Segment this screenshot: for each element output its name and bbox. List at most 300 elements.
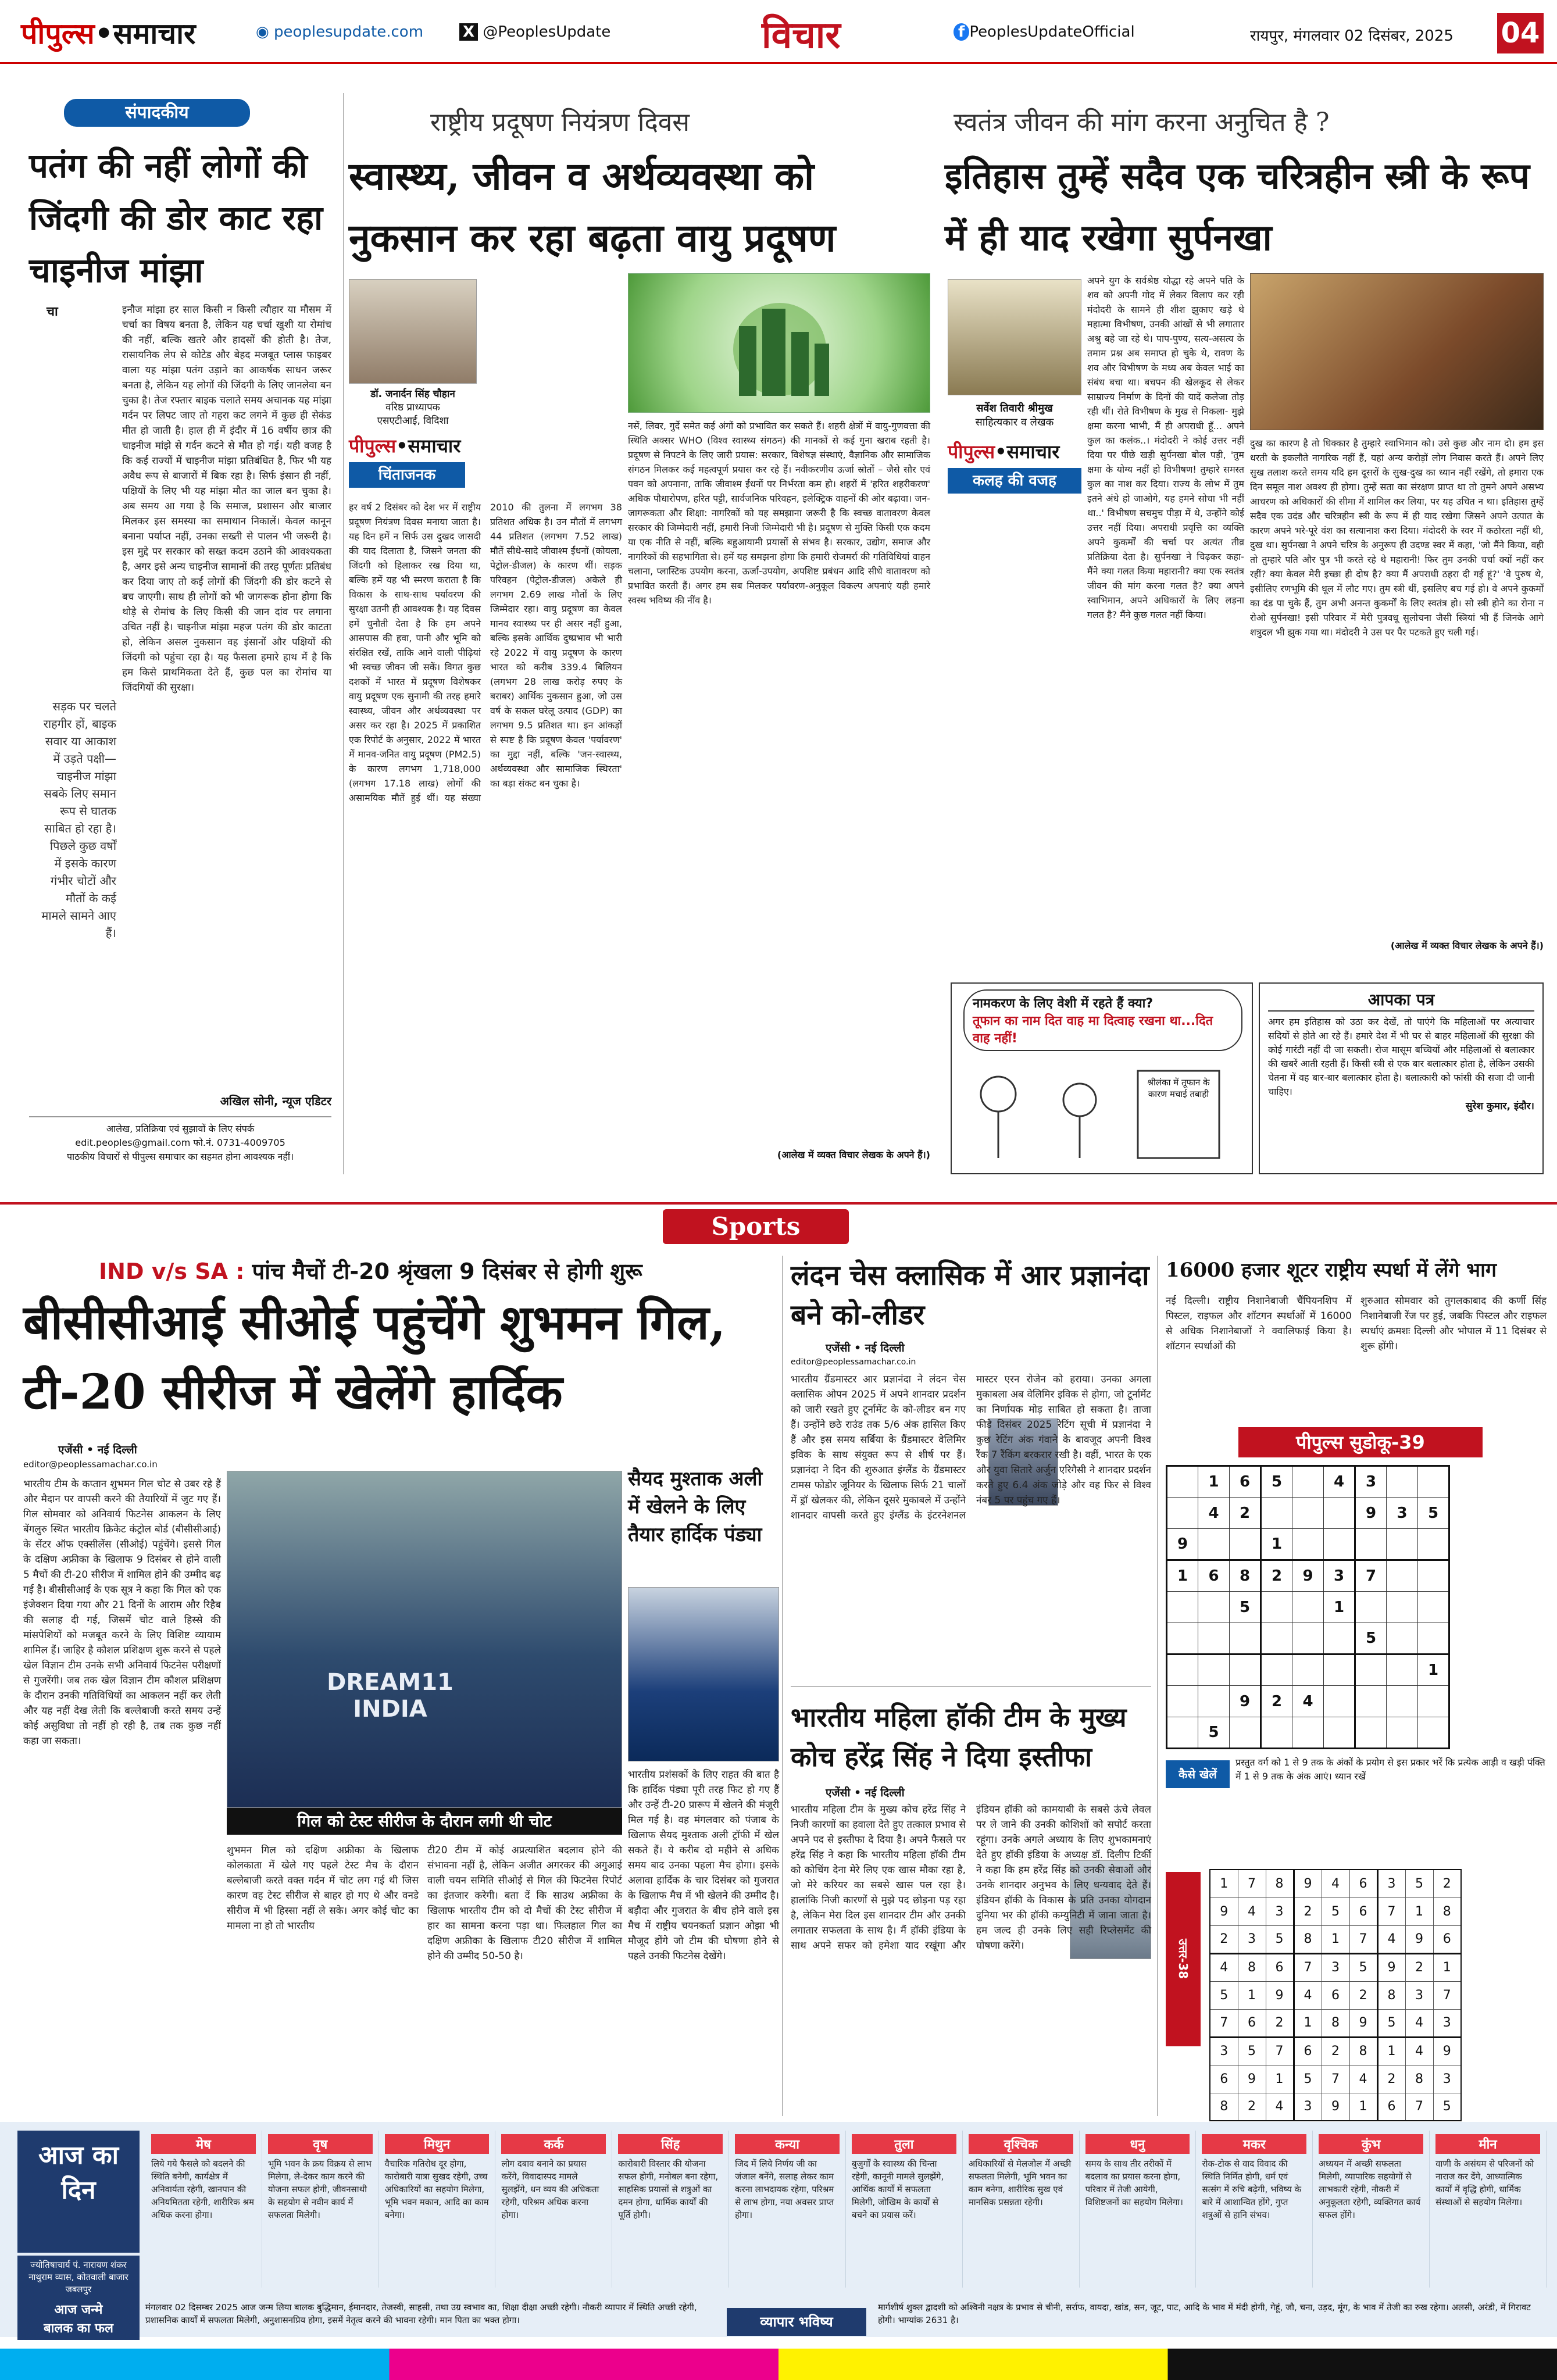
sudoku-row (1167, 1498, 1449, 1529)
rashi-name: मीन (1435, 2134, 1540, 2154)
sudoku-cell[interactable] (1261, 1592, 1292, 1623)
print-color-bar (0, 2349, 1557, 2380)
sudoku-cell[interactable]: 5 (1418, 1498, 1449, 1529)
sudoku-cell[interactable]: 4 (1198, 1498, 1230, 1529)
rashi-text: भूमि भवन के क्रय विक्रय से लाभ मिलेगा, ले-देकर काम करने की योजना सफल होगी, जीवनसाथी के सहयोग से नवीन कार्य में सफलता मिलेगी। (267, 2159, 372, 2220)
solution-cell: 5 (1266, 1925, 1294, 1953)
sudoku-cell[interactable] (1167, 1654, 1198, 1686)
solution-cell: 7 (1377, 1897, 1405, 1925)
cartoon-panel (951, 982, 1253, 1174)
solution-cell: 6 (1349, 1870, 1377, 1897)
sudoku-cell[interactable] (1261, 1654, 1292, 1686)
shooting-body1: नई दिल्ली। राष्ट्रीय निशानेबाजी चैंपियनशिप में पिस्टल, राइफल और शॉटगन स्पर्धाओं में 16000 से अधिक निशानेबाजों ने क्वालिफाई किया है। शॉटगन स्पर्धाओं की (1166, 1295, 1352, 1352)
solution-cell: 6 (1377, 2093, 1405, 2121)
sudoku-cell[interactable] (1355, 1529, 1387, 1560)
solution-cell: 1 (1294, 2009, 1322, 2037)
sudoku-cell[interactable] (1418, 1529, 1449, 1560)
pollution-body-col1: हर वर्ष 2 दिसंबर को देश भर में राष्ट्रीय प्रदूषण नियंत्रण दिवस मनाया जाता है। यह दिन हमें न सिर्फ उस दुखद जासदी की याद दिलाता है, जिसने जनता की जिंदगी को हिलाकर रख दिया था, बल्कि हमें यह भी स्मरण कराता है कि विकास के साथ-साथ पर्यावरण की सुरक्षा उतनी ही आवश्यक है। यह दिवस हमें चुनौती देता है कि हम अपने आसपास की हवा, पानी और भूमि को संरक्षित रखें, ताकि आने वाली पीढ़ियां भी स्वच्छ जीवन जी सकें। विगत कुछ दशकों में भारत में प्रदूषण विशेषकर वायु प्रदूषण एक सुनामी की तरह हमारे स्वास्थ्य, जीवन और अर्थव्यवस्था पर असर कर रहा है। 2025 में प्रकाशित एक रिपोर्ट के अनुसार, 2022 में भारत में मानव-जनित वायु प्रदूषण (PM2.5) के कारण लगभग 1,718,000 (लगभग 17.18 लाख) लोगों की असामयिक मौतें हुई थीं। यह संख्या 2010 की तुलना में लगभग 38 प्रतिशत अधिक है। उन मौतों में लगभग 44 प्रतिशत (लगभग 7.52 लाख) मौतें सीधे-सादे जीवाश्म ईंधनों (कोयला, पेट्रोल-डीजल) के कारण थीं। सड़क परिवहन (पेट्रोल-डीजल) अकेले ही लगभग 2.69 लाख मौतों के लिए जिम्मेदार रहा। वायु प्रदूषण का केवल मानव स्वास्थ्य पर ही असर नहीं हुआ, बल्कि इसके आर्थिक दुष्प्रभाव भी भारी रहे 2022 में वायु प्रदूषण के कारण भारत को करीब 339.4 बिलियन (लगभग 28 लाख करोड़ रुपए के बराबर) आर्थिक नुकसान हुआ, जो उस वर्ष के सकल घरेलू उत्पाद (GDP) का लगभग 9.5 प्रतिशत था। इन आंकड़ों से स्पष्ट है कि प्रदूषण केवल 'पर्यावरण' का मुद्दा नहीं, बल्कि 'जन-स्वास्थ्य, अर्थव्यवस्था और सामाजिक स्थिरता' का बड़ा संकट बन चुका है। (349, 502, 622, 803)
sudoku-title-a: पीपुल्स (1296, 1431, 1344, 1453)
sudoku-cell[interactable] (1230, 1717, 1261, 1749)
editorial-footer (29, 1116, 331, 1164)
surpanakha-badge: कलह की वजह (948, 468, 1081, 494)
market-label: व्यापार भविष्य (727, 2308, 866, 2336)
sudoku-cell[interactable] (1292, 1529, 1324, 1560)
rashi-card (495, 2131, 612, 2288)
solution-row (1210, 1897, 1461, 1925)
rashi-card (1080, 2131, 1197, 2288)
hockey-rule (791, 1686, 1151, 1687)
sudoku-cell[interactable] (1261, 1623, 1292, 1654)
solution-cell: 1 (1377, 2037, 1405, 2065)
rashi-text: अधिकारियों से मेलजोल में अच्छी सफलता मिलेगी, भूमि भवन का काम बनेगा, शारीरिक सुख एवं मानसिक प्रसन्नता रहेगी। (968, 2159, 1072, 2207)
sudoku-row (1167, 1560, 1449, 1592)
sudoku-row (1167, 1654, 1449, 1686)
rashi-card (1313, 2131, 1430, 2288)
solution-cell: 8 (1433, 1897, 1461, 1925)
sports-divider (0, 1202, 1557, 1205)
solution-cell: 1 (1405, 1897, 1433, 1925)
sudoku-cell[interactable]: 6 (1230, 1466, 1261, 1498)
cartoon-bubble-line2: तूफान का नाम दित वाह मा दित्वाह रखना था...दित वाह नहीं! (973, 1014, 1213, 1046)
cartoon-figures (963, 1059, 1242, 1170)
editorial-headline: पतंग की नहीं लोगों की जिंदगी की डोर काट रहा चाइनीज मांझा (29, 146, 323, 290)
solution-cell: 3 (1210, 2037, 1238, 2065)
editorial-author: अखिल सोनी, न्यूज एडिटर (220, 1094, 331, 1108)
cartoon-sign-text: श्रीलंका में तूफान के कारण मचाई तबाही (1147, 1077, 1210, 1099)
solution-row (1210, 1870, 1461, 1897)
solution-cell: 8 (1266, 1870, 1294, 1897)
sudoku-cell[interactable]: 3 (1324, 1560, 1355, 1592)
sudoku-cell[interactable] (1387, 1686, 1418, 1717)
sudoku-cell[interactable] (1292, 1623, 1324, 1654)
solution-cell: 2 (1238, 2093, 1266, 2121)
sudoku-title-b: सुडोकू-39 (1349, 1431, 1425, 1453)
surpanakha-kicker: स्वतंत्र जीवन की मांग करना अनुचित है ? (954, 108, 1330, 137)
logo-dot-icon: • (94, 17, 113, 51)
gill-sub-body2: टी20 टीम में कोई अप्रत्याशित बदलाव होने की संभावना नहीं है, लेकिन अजीत अगरकर की अगुआई वाली चयन समिति सीओई से गिल की फिटनेस रिपोर्ट का इंतजार करेगी। बता दें कि साउथ अफ्रीका के खिलाफ भारतीय टीम को दो मैचों की टेस्ट सीरीज में हार का सामना करना पड़ा था। फिलहाल गिल का दक्षिण अफ्रीका के खिलाफ टी20 सीरीज में शामिल होने की उम्मीद 50-50 है। (427, 1845, 622, 1962)
sudoku-cell[interactable] (1198, 1529, 1230, 1560)
solution-cell: 1 (1433, 1953, 1461, 1981)
gill-sub-body1: शुभमन गिल को दक्षिण अफ्रीका के खिलाफ कोलकाता में खेले गए पहले टेस्ट मैच के दौरान बल्लेबाजी करते वक्त गर्दन में चोट लग गई थी जिस कारण वह टेस्ट सीरीज से बाहर हो गए थे और वनडे सीरीज में भी हिस्सा नहीं ले सके। अगर कोई चोट का मामला ना हो तो भारतीय (227, 1845, 419, 1932)
solution-row (1210, 2037, 1461, 2065)
sudoku-cell[interactable] (1418, 1623, 1449, 1654)
chess-headline: लंदन चेस क्लासिक में आर प्रज्ञानंदा बने को-लीडर (791, 1259, 1149, 1331)
twitter-handle[interactable] (459, 23, 610, 41)
website-link[interactable] (256, 23, 423, 41)
sudoku-cell[interactable] (1387, 1560, 1418, 1592)
sudoku-cell[interactable]: 9 (1292, 1560, 1324, 1592)
horoscope-title-box (17, 2131, 140, 2253)
rashi-text: बुजुर्गों के स्वास्थ्य की चिन्ता रहेगी, कानूनी मामले सुलझेंगे, आर्थिक कार्यों में सफलता मिलेगी, जोखिम के कार्यों से बचने का प्रयास करें। (851, 2159, 944, 2220)
sudoku-cell[interactable] (1324, 1623, 1355, 1654)
sudoku-cell[interactable] (1355, 1717, 1387, 1749)
solution-cell: 4 (1210, 1953, 1238, 1981)
sudoku-solution-label: उत्तर-38 (1166, 1872, 1201, 2046)
column-rule-2 (782, 1256, 783, 2116)
letter-box (1259, 982, 1544, 1174)
solution-cell: 5 (1349, 1953, 1377, 1981)
surpanakha-author: सर्वेश तिवारी श्रीमुख (976, 402, 1053, 414)
solution-row (1210, 2093, 1461, 2121)
cartoon-bubble-line1: नामकरण के लिए वेशी में रहते हैं क्या? (973, 996, 1154, 1011)
editorial-body: इनौज मांझा हर साल किसी न किसी त्यौहार या मौसम में चर्चा का विषय बनता है, लेकिन यह चर्चा खुशी या रोमांच की नहीं, बल्कि खतरे और हादसों की होती है। तेज, रासायनिक लेप से कोटेड और बेहद मजबूत प्लास फाइबर वाला यह मांझा पतंग उड़ाने का आकर्षक साधन जरूर बनता है, लेकिन यह लोगों की जिंदगी के लिए जानलेवा बन चुका है। तेज रफ्तार बाइक चलाते समय अचानक यह मांझा गर्दन पर लिपट जाए तो गहरा कट लगने में कुछ ही सेकंड मीत हो जाती है। हाल ही में इंदौर में 16 वर्षीय छात्र की चाइनीज मांझे से गर्दन कटने से मौत हो गई। यही वजह है कि कई राज्यों में चाइनीज मांझा प्रतिबंधित है, फिर भी यह अवैध रूप से बाजारों में बिक रहा है। सिर्फ इंसान ही नहीं, पक्षियों के लिए भी यह मांझा मौत का जाल बन चुका है। अब समय आ गया है कि समाज, प्रशासन और बाजार मिलकर इस समस्या का समाधान निकालें। केवल कानून बनाना पर्याप्त नहीं, उनका सख्ती से पालन भी जरूरी है। इस मुद्दे पर सरकार को सख्त कदम उठाने की आवश्यकता है, अगर इसे अन्य चाइनीज सामानों की तरह पूर्णतः प्रतिबंध कर दिया जाए तो कई लोगों की जिंदगी की डोर कटने से बच जाएगी। साथ ही लोगों को भी जागरूक होना होगा कि थोड़े से रोमांच के लिए किसी की जान दांव पर लगाना उचित नहीं है। चाइनीज मांझा महज पतंग की डोर काटता हो, लेकिन असल नुकसान वह इंसानों और पक्षियों की जिंदगी को पहुंचा रहा है। यह फैसला हमारे हाथ में है कि हम किसे प्राथमिकता देते हैं, कुछ पल का रोमांच या जिंदगियों की सुरक्षा। (122, 304, 331, 694)
masthead (0, 0, 1557, 64)
facebook-text: PeoplesUpdateOfficial (969, 23, 1135, 41)
solution-cell: 3 (1433, 2065, 1461, 2093)
surpanakha-headline: इतिहास तुम्हें सदैव एक चरित्रहीन स्त्री के रूप में ही याद रखेगा सुर्पनखा (945, 155, 1530, 259)
rashi-text: वैचारिक गतिरोध दूर होगा, कारोबारी यात्रा सुखद रहेगी, उच्च अधिकारियों का सहयोग मिलेगा, भूमि भवन मकान, आदि का काम बनेगा। (384, 2159, 489, 2220)
kicker-tag: IND v/s SA : (99, 1259, 245, 1284)
solution-cell: 1 (1322, 1925, 1349, 1953)
rashi-name: सिंह (618, 2134, 723, 2154)
pollution-body-col2: नसें, लिवर, गुर्दे समेत कई अंगों को प्रभावित कर सकते हैं। शहरी क्षेत्रों में वायु-गुणवत्ता की स्थिति अक्सर WHO (विश्व स्वास्थ्य संगठन) की मानकों से कई गुना खराब रहती है। प्रदूषण से निपटने के लिए जारी प्रयास: सरकार, विशेषज्ञ संस्थाएं, वैज्ञानिक और सामाजिक संगठन मिलकर कई महत्वपूर्ण प्रयास कर रहे हैं। नवीकरणीय ऊर्जा स्रोतों – जैसे सौर एवं पवन को अपनाना, ताकि जीवाश्म ईंधनों पर निर्भरता कम हो। शहरों में 'हरित शहरीकरण' अधिक पौधारोपण, हरित पट्टी, सार्वजनिक परिवहन, इलेक्ट्रिक वाहनों की ओर बढ़ावा। जन-जागरूकता और शिक्षा: नागरिकों को यह समझाना जरूरी है कि स्वच्छ वातावरण केवल सरकार की जिम्मेदारी नहीं, हमारी निजी जिम्मेदारी भी है। प्रदूषण से मुक्ति किसी एक कदम या एक नीति से नहीं, बल्कि बहुआयामी प्रयासों से संभव है। सरकार, उद्योग, समाज और नागरिकों की सहभागिता से। हमें यह समझना होगा कि हमारी रोजमर्रा की गतिविधियां वाहन चलाना, प्लास्टिक उपयोग करना, ऊर्जा-उपयोग, अपशिष्ट प्रबंधन आदि सीधे वातावरण को प्रभावित करती हैं। अगर हम सब मिलकर पर्यावरण-अनुकूल विकल्प अपनाएं यही हमारे स्वस्थ भविष्य की नींव है। (628, 420, 930, 606)
sudoku-cell[interactable]: 4 (1292, 1686, 1324, 1717)
solution-cell: 5 (1322, 1897, 1349, 1925)
surpanakha-author-role: साहित्यकार व लेखक (975, 416, 1054, 428)
sudoku-grid[interactable] (1166, 1465, 1450, 1749)
solution-cell: 3 (1405, 1981, 1433, 2009)
hardik-headline: सैयद मुश्ताक अली में खेलने के लिए तैयार हार्दिक पंड्या (628, 1467, 763, 1546)
sudoku-cell[interactable]: 9 (1230, 1686, 1261, 1717)
rashi-text: कारोबारी विस्तार की योजना सफल होगी, मनोबल बना रहेगा, साहसिक प्रयासों से शत्रुओं का दमन होगा, धार्मिक कार्यों की पूर्ति होगी। (618, 2159, 719, 2220)
solution-row (1210, 2009, 1461, 2037)
sudoku-cell[interactable]: 3 (1355, 1466, 1387, 1498)
chess-byline: एजेंसी • नई दिल्ली (826, 1342, 905, 1355)
sudoku-row (1167, 1592, 1449, 1623)
solution-cell: 8 (1322, 2009, 1349, 2037)
sudoku-cell[interactable]: 5 (1230, 1592, 1261, 1623)
gill-byline: एजेंसी • नई दिल्ली (58, 1443, 137, 1456)
rashi-text: समय के साथ तीर तरीकों में बदलाव का प्रयास करना होगा, परिवार में तेजी आयेगी, विशिष्टजनों का सहयोग मिलेगा। (1085, 2159, 1183, 2207)
pollution-headline: स्वास्थ्य, जीवन व अर्थव्यवस्था को नुकसान कर रहा बढ़ता वायु प्रदूषण (349, 153, 836, 260)
solution-cell: 7 (1322, 2065, 1349, 2093)
kicker-text: पांच मैचों टी-20 श्रृंखला 9 दिसंबर से होगी शुरू (252, 1259, 642, 1284)
sudoku-cell[interactable] (1387, 1466, 1418, 1498)
letter-author: सुरेश कुमार, इंदौर। (1465, 1100, 1534, 1112)
rashi-card (846, 2131, 963, 2288)
gill-kicker (99, 1256, 767, 1286)
sudoku-cell[interactable] (1261, 1717, 1292, 1749)
rashi-name: वृश्चिक (969, 2134, 1073, 2154)
sudoku-cell[interactable] (1418, 1560, 1449, 1592)
sudoku-cell[interactable] (1230, 1529, 1261, 1560)
letter-body: अगर हम इतिहास को उठा कर देखें, तो पाएंगे कि महिलाओं पर अत्याचार सदियों से होते आ रहे हैं। हमारे देश में भी घर से बाहर महिलाओं की सुरक्षा की कोई गारंटी नहीं दी जा सकती। रोज मासूम बच्चियों और महिलाओं से बलात्कार की खबरें आती रहती हैं। किसी स्त्री से एक बार बलात्कार होता है, लेकिन उसकी चेतना में वह बार-बार बलात्कार होता है। बलात्कारी को फांसी की सजा दी जानी चाहिए। (1268, 1016, 1534, 1097)
solution-cell: 5 (1238, 2037, 1266, 2065)
globe-icon: ◉ (256, 23, 274, 41)
pollution-kicker: राष्ट्रीय प्रदूषण नियंत्रण दिवस (430, 108, 690, 137)
sudoku-cell[interactable] (1292, 1654, 1324, 1686)
solution-row (1210, 2065, 1461, 2093)
astrologer-credit: ज्योतिषाचार्य पं. नारायण शंकर नाथुराम व्यास, कोतवाली बाजार जबलपुर (17, 2256, 140, 2299)
green-city-illustration (628, 273, 930, 413)
sudoku-cell[interactable]: 2 (1261, 1686, 1292, 1717)
sudoku-cell[interactable] (1198, 1654, 1230, 1686)
born-label-b: बालक का फल (44, 2321, 113, 2336)
solution-cell: 5 (1377, 2009, 1405, 2037)
hockey-body: भारतीय महिला टीम के मुख्य कोच हरेंद्र सिंह ने निजी कारणों का हवाला देते हुए तत्काल प्रभाव से अपने पद से इस्तीफा दे दिया है। अपने फैसले पर हरेंद्र सिंह ने कहा कि भारतीय महिला हॉकी टीम को कोचिंग देना मेरे लिए एक खास मौका रहा है, जो मेरे करियर का सबसे खास पल रहा है। हालांकि निजी कारणों से मुझे पद छोड़ना पड़ रहा है, लेकिन मेरा दिल इस शानदार टीम और उनकी लगातार सफलता के साथ है। मैं हॉकी इंडिया के साथ अपने सफर को हमेशा याद रखूंगा और इंडियन हॉकी को कामयाबी के सबसे ऊंचे लेवल पर ले जाने की उनकी कोशिशों को सपोर्ट करता रहूंगा। उनके अगले अध्याय के लिए शुभकामनाएं देते हुए हॉकी इंडिया के अध्यक्ष डॉ. दिलीप टिर्की ने कहा कि हम हरेंद्र सिंह को उनकी सेवाओं और उनके शानदार अनुभव के लिए धन्यवाद देते हैं। इंडियन हॉकी के विकास के प्रति उनका योगदान दुनिया भर की हॉकी कम्युनिटी में जाना जाता है। हम जल्द ही उनके लिए सही रिप्लेसमेंट की घोषणा करेंगे। (791, 1804, 1151, 1952)
solution-cell: 6 (1322, 1981, 1349, 2009)
rashi-name: वृष (268, 2134, 373, 2154)
solution-cell: 1 (1210, 1870, 1238, 1897)
website-text: peoplesupdate.com (273, 23, 424, 41)
hockey-byline: एजेंसी • नई दिल्ली (826, 1786, 905, 1799)
horoscope-grid (145, 2131, 1547, 2288)
sports-label: Sports (663, 1209, 849, 1244)
rashi-text: रोक-टोक से वाद विवाद की स्थिति निर्मित होगी, धर्म एवं सत्संग में रुचि बढ़ेगी, भविष्य के बारे में आशान्वित होंगे, गुप्त शत्रुओं से हानि संभव। (1202, 2159, 1302, 2220)
sudoku-cell[interactable]: 7 (1355, 1560, 1387, 1592)
gill-photo-caption: गिल को टेस्ट सीरीज के दौरान लगी थी चोट (227, 1808, 622, 1835)
jersey-text: DREAM11 INDIA (327, 1669, 453, 1723)
logo-part-b: समाचार (113, 17, 196, 51)
sudoku-cell[interactable]: 5 (1355, 1623, 1387, 1654)
solution-cell: 7 (1238, 1870, 1266, 1897)
solution-cell: 8 (1405, 2065, 1433, 2093)
solution-cell: 4 (1294, 1981, 1322, 2009)
solution-cell: 2 (1377, 2065, 1405, 2093)
sudoku-instructions: प्रस्तुत वर्ग को 1 से 9 तक के अंकों के प्रयोग से इस प्रकार भरें कि प्रत्येक आड़ी व खड़ी पंक्ति में 1 से 9 तक के अंक आएं। ध्यान रखें (1235, 1757, 1545, 1782)
solution-cell: 3 (1294, 2093, 1322, 2121)
sudoku-cell[interactable]: 8 (1230, 1560, 1261, 1592)
sudoku-cell[interactable] (1324, 1686, 1355, 1717)
solution-cell: 9 (1266, 1981, 1294, 2009)
solution-cell: 7 (1266, 2037, 1294, 2065)
solution-cell: 4 (1405, 2009, 1433, 2037)
sudoku-cell[interactable] (1387, 1592, 1418, 1623)
brand-logo-small-2: पीपुल्स•समाचार (948, 441, 1060, 463)
twitter-text: @PeoplesUpdate (483, 23, 611, 41)
surpanakha-body-col2: दुख का कारण है तो धिक्कार है तुम्हारे स्वाभिमान को। उसे कुछ और नाम दो। हम इस धरती के इकलौते नागरिक नहीं हैं, यहां अन्य करोड़ों लोग निवास करते हैं। अपने लिए सुख तलाश करते समय यदि हम दूसरों के सुख-दुख का ध्यान नहीं रखेंगे, तो हमारा एक दिन समूल नाश अवश्य ही होगा। तुम्हें सता का संरक्षण प्राप्त था तो तुमने अपने असभ्य आचरण को अधिकारों की सीमा में शामिल कर लिया, पर यह उचित न था। इतिहास तुम्हें सदैव एक उदंड और चरित्रहीन स्त्री के रूप में ही याद रखेगा जिसने अपने उत्पात के कारण अपने भरे-पूरे वंश का सत्यानाश करा दिया। मंदोदरी के स्वर में कठोरता नहीं थी, दुख था। सुर्पनखा ने अपने चरित्र के अनुरूप ही उदण्ड स्वर में कहा, 'जो मैंने किया, वही तो तुम्हारे पति और पुत्र भी करते रहे थे महारानी! फिर तुम उनकी चर्चा क्यों नहीं कर रहीं? क्या केवल मेरी इच्छा ही दोष है? क्या मैं अपराधी ठहरा दी गई हूं?' 'वे पुरुष थे, इसीलिए रणभूमि की धूल में लौट गए। तुम स्त्री थीं, इसलिए बच गई हो। वे अपने कुकर्मों का दंड पा चुके हैं, तुम अभी अनन्त कुकर्मों के लिए स्वतंत्र हो। सो स्त्री होने का रोना न रोओ सुर्पनखा! इसी परिवार में मेरी पुत्रवधू सुलोचना जैसी स्त्रियां भी हैं जिनके आगे शत्रुदल भी झुक गया था। मंदोदरी ने उस पर पैर पटकते हुए चली गई। (1250, 438, 1544, 638)
solution-cell: 9 (1377, 1953, 1405, 1981)
surpanakha-author-block (948, 401, 1081, 429)
sudoku-row (1167, 1529, 1449, 1560)
sudoku-row (1167, 1717, 1449, 1749)
sudoku-cell[interactable]: 1 (1167, 1560, 1198, 1592)
solution-cell: 1 (1238, 1981, 1266, 2009)
rashi-name: मकर (1202, 2134, 1306, 2154)
sudoku-cell[interactable] (1198, 1623, 1230, 1654)
sudoku-cell[interactable] (1230, 1623, 1261, 1654)
rashi-text: लिये गये फैसले को बदलने की स्थिति बनेगी, कार्यक्षेत्र में अनिवार्यता रहेगी, खानपान की अनियमितता रहेगी, शारीरिक श्रम अधिक करना होगा। (151, 2159, 254, 2220)
solution-cell: 8 (1238, 1953, 1266, 1981)
solution-cell: 3 (1433, 2009, 1461, 2037)
ramayana-painting (1250, 273, 1544, 430)
rashi-name: कन्या (735, 2134, 840, 2154)
sudoku-cell[interactable] (1387, 1654, 1418, 1686)
footer-contact[interactable]: edit.peoples@gmail.com फो.नं. 0731-4009705 (75, 1137, 285, 1148)
rashi-text: लोग दबाव बनाने का प्रयास करेंगे, विवादास्पद मामले सुलझेंगे, धन व्यय की अधिकता रहेगी, परिश्रम अधिक करना होगा। (501, 2159, 599, 2220)
solution-row (1210, 1981, 1461, 2009)
sudoku-cell[interactable] (1387, 1623, 1418, 1654)
solution-cell: 7 (1294, 1953, 1322, 1981)
solution-cell: 2 (1322, 2037, 1349, 2065)
sudoku-cell[interactable] (1418, 1466, 1449, 1498)
horoscope-title-a: आज का (38, 2140, 119, 2170)
facebook-icon: f (954, 23, 969, 41)
solution-cell: 6 (1210, 2065, 1238, 2093)
solution-cell: 7 (1210, 2009, 1238, 2037)
solution-cell: 9 (1238, 2065, 1266, 2093)
hockey-headline: भारतीय महिला हॉकी टीम के मुख्य कोच हरेंद्र सिंह ने दिया इस्तीफा (791, 1702, 1127, 1773)
sudoku-cell[interactable] (1167, 1686, 1198, 1717)
sudoku-cell[interactable] (1387, 1717, 1418, 1749)
logo-part-a: पीपुल्स (21, 17, 95, 51)
sudoku-cell[interactable]: 5 (1198, 1717, 1230, 1749)
sudoku-cell[interactable] (1261, 1498, 1292, 1529)
rashi-card (1430, 2131, 1547, 2288)
facebook-handle[interactable] (954, 23, 1135, 41)
sudoku-cell[interactable] (1198, 1592, 1230, 1623)
solution-cell: 2 (1433, 1870, 1461, 1897)
hardik-photo (628, 1587, 779, 1761)
solution-cell: 3 (1377, 1870, 1405, 1897)
sudoku-cell[interactable] (1418, 1717, 1449, 1749)
editorial-label: संपादकीय (64, 99, 250, 127)
letter-title: आपका पत्र (1268, 988, 1534, 1012)
sudoku-cell[interactable] (1324, 1717, 1355, 1749)
sudoku-cell[interactable] (1324, 1498, 1355, 1529)
shooting-headline: 16000 हजार शूटर राष्ट्रीय स्पर्धा में लेंगे भाग (1166, 1259, 1497, 1282)
masthead-logo[interactable] (21, 13, 195, 52)
sudoku-cell[interactable]: 3 (1387, 1498, 1418, 1529)
sudoku-cell[interactable]: 5 (1261, 1466, 1292, 1498)
sudoku-cell[interactable] (1167, 1498, 1198, 1529)
sudoku-cell[interactable] (1292, 1592, 1324, 1623)
solution-cell: 8 (1377, 1981, 1405, 2009)
sudoku-cell[interactable]: 1 (1418, 1654, 1449, 1686)
solution-cell: 9 (1210, 1897, 1238, 1925)
rashi-name: कर्क (501, 2134, 606, 2154)
chess-email[interactable]: editor@peoplessamachar.co.in (791, 1357, 916, 1367)
solution-cell: 7 (1405, 2093, 1433, 2121)
sudoku-cell[interactable] (1355, 1686, 1387, 1717)
solution-cell: 6 (1238, 2009, 1266, 2037)
born-text: मंगलवार 02 दिसम्बर 2025 आज जन्म लिया बालक बुद्धिमान, ईमानदार, तेजस्वी, साहसी, तथा उग्र स्वभाव का, शिक्षा दीक्षा अच्छी रहेगी। नौकरी व्यापार में स्थिति अच्छी रहेगी, प्रशासनिक कार्यों में सफलता मिलेगी, अनुशासनप्रिय होगा, इसमें नेतृत्व करने की भावना रहेगी। मान पिता का भक्त होगा। (145, 2302, 697, 2325)
market-text: मार्गशीर्ष शुक्ल द्वादशी को अश्विनी नक्षत्र के प्रभाव से चीनी, सर्राफ, वायदा, खांड, सन, जूट, पाट, आदि के भाव में मंदी होगी, गेहूं, जौ, चना, उड़द, मूंग, के भाव में तेजी का रुख रहेगा। अलसी, अरंडी, में गिरावट होगी। भाग्यांक 2631 है। (878, 2302, 1531, 2325)
rashi-card (963, 2131, 1080, 2288)
chess-body: भारतीय ग्रैंडमास्टर आर प्रज्ञानंदा ने लंदन चेस क्लासिक ओपन 2025 में अपने शानदार प्रदर्शन को जारी रखते हुए टूर्नामेंट के को-लीडर बन गए हैं। उन्होंने छठे राउंड तक 5/6 अंक हासिल किए हैं और इस समय सर्बिया के ग्रैंडमास्टर वेलिमिर इविक के साथ संयुक्त रूप से शीर्ष पर हैं। प्रज्ञानंदा ने दिन की शुरुआत इंग्लैंड के ग्रैंडमास्टर टामस फोडोर जूनियर के खिलाफ सिर्फ 21 चालों में ड्रॉ खेलकर की, लेकिन दूसरे मुकाबले में उन्होंने शानदार वापसी करते हुए इंग्लैंड के इंटरनेशनल मास्टर एरन रोजेन को हराया। उनका अगला मुकाबला अब वेलिमिर इविक से होगा, जो टूर्नामेंट का निर्णायक मोड़ साबित हो सकता है। ताजा फीडे दिसंबर 2025 रेटिंग सूची में प्रज्ञानंदा ने कुछ रेटिंग अंक गंवाने के बावजूद अपनी विश्व रैंक 7 रैंकिंग बरकरार रखी है। वहीं, भारत के एक और युवा सितारे अर्जुन एरिगैसी ने शानदार प्रदर्शन करते हुए 6.4 अंक जोड़े और वह फिर से विश्व नंबर 5 पर पहुंच गए हैं। (791, 1374, 1151, 1521)
footer-disclaimer: पाठकीय विचारों से पीपुल्स समाचार का सहमत होना आवश्यक नहीं। (66, 1151, 294, 1162)
sudoku-cell[interactable]: 1 (1324, 1592, 1355, 1623)
pollution-author: डॉ. जनार्दन सिंह चौहान (370, 388, 455, 400)
solution-cell: 6 (1294, 2037, 1322, 2065)
rashi-card (729, 2131, 846, 2288)
sudoku-cell[interactable]: 4 (1324, 1466, 1355, 1498)
drop-cap: चा (47, 305, 58, 319)
sudoku-cell[interactable] (1418, 1686, 1449, 1717)
rashi-card (145, 2131, 262, 2288)
solution-cell: 2 (1266, 2009, 1294, 2037)
sudoku-solution-grid (1209, 1869, 1462, 2121)
rashi-card (612, 2131, 729, 2288)
pollution-author-role: वरिष्ठ प्राध्यापक (385, 402, 440, 413)
sudoku-cell[interactable]: 9 (1167, 1529, 1198, 1560)
sudoku-cell[interactable] (1324, 1529, 1355, 1560)
solution-cell: 7 (1433, 1981, 1461, 2009)
solution-cell: 4 (1238, 1897, 1266, 1925)
solution-cell: 9 (1294, 1870, 1322, 1897)
solution-cell: 6 (1266, 1953, 1294, 1981)
sudoku-cell[interactable] (1167, 1466, 1198, 1498)
rashi-name: कुंभ (1319, 2134, 1423, 2154)
solution-cell: 5 (1210, 1981, 1238, 2009)
solution-row (1210, 1925, 1461, 1953)
sudoku-cell[interactable] (1418, 1592, 1449, 1623)
solution-cell: 4 (1266, 2093, 1294, 2121)
sudoku-cell[interactable]: 6 (1198, 1560, 1230, 1592)
cartoon-speech-bubble (963, 989, 1242, 1051)
rashi-card (379, 2131, 496, 2288)
gill-photo (227, 1471, 622, 1808)
rashi-name: धनु (1085, 2134, 1190, 2154)
sudoku-cell[interactable] (1198, 1686, 1230, 1717)
sudoku-cell[interactable] (1355, 1654, 1387, 1686)
page-number: 04 (1497, 13, 1544, 53)
solution-cell: 4 (1377, 1925, 1405, 1953)
sudoku-cell[interactable] (1292, 1717, 1324, 1749)
earth-icon (628, 274, 931, 413)
solution-cell: 5 (1294, 2065, 1322, 2093)
solution-cell: 9 (1405, 1925, 1433, 1953)
sudoku-cell[interactable]: 1 (1261, 1529, 1292, 1560)
horoscope-title-b: दिन (61, 2175, 96, 2205)
born-label-a: आज जन्मे (54, 2303, 103, 2317)
solution-cell: 9 (1322, 2093, 1349, 2121)
rashi-name: मेष (151, 2134, 256, 2154)
solution-cell: 2 (1349, 1981, 1377, 2009)
solution-cell: 8 (1210, 2093, 1238, 2121)
solution-cell: 2 (1294, 1897, 1322, 1925)
sudoku-cell[interactable] (1167, 1592, 1198, 1623)
gill-email[interactable]: editor@peoplessamachar.co.in (23, 1459, 158, 1470)
solution-cell: 3 (1322, 1953, 1349, 1981)
sudoku-cell[interactable] (1387, 1529, 1418, 1560)
rashi-card (262, 2131, 379, 2288)
pollution-badge: चिंताजनक (349, 462, 465, 488)
sudoku-cell[interactable]: 2 (1230, 1498, 1261, 1529)
surpanakha-note: (आलेख में व्यक्त विचार लेखक के अपने हैं।) (1390, 940, 1544, 951)
sudoku-cell[interactable]: 2 (1261, 1560, 1292, 1592)
rashi-name: मिथुन (385, 2134, 490, 2154)
solution-cell: 6 (1349, 1897, 1377, 1925)
solution-row (1210, 1953, 1461, 1981)
solution-cell: 5 (1405, 1870, 1433, 1897)
author-photo (349, 279, 477, 384)
solution-cell: 6 (1433, 1925, 1461, 1953)
solution-cell: 3 (1238, 1925, 1266, 1953)
pollution-author-block (349, 387, 477, 427)
solution-cell: 4 (1349, 2065, 1377, 2093)
sudoku-cell[interactable] (1355, 1592, 1387, 1623)
solution-cell: 9 (1433, 2037, 1461, 2065)
sudoku-cell[interactable] (1167, 1717, 1198, 1749)
rashi-text: वाणी के असंयम से परिजनों को नाराज कर देंगे, आध्यात्मिक कार्यों में वृद्धि होगी, धार्मिक संस्थाओं से सहयोग मिलेगा। (1435, 2159, 1534, 2207)
solution-cell: 2 (1210, 1925, 1238, 1953)
sudoku-cell[interactable] (1324, 1654, 1355, 1686)
surpanakha-author-photo (948, 279, 1081, 395)
sudoku-cell[interactable] (1292, 1466, 1324, 1498)
solution-cell: 8 (1294, 1925, 1322, 1953)
sudoku-cell[interactable]: 9 (1355, 1498, 1387, 1529)
dateline: रायपुर, मंगलवार 02 दिसंबर, 2025 (1250, 27, 1454, 45)
sudoku-row (1167, 1623, 1449, 1654)
born-label (17, 2299, 140, 2340)
sudoku-cell[interactable] (1292, 1498, 1324, 1529)
sudoku-cell[interactable]: 1 (1198, 1466, 1230, 1498)
section-title: विचार (762, 13, 841, 57)
sudoku-cell[interactable] (1230, 1654, 1261, 1686)
pollution-author-org: एसएटीआई, विदिशा (377, 415, 449, 427)
sudoku-cell[interactable] (1167, 1623, 1198, 1654)
